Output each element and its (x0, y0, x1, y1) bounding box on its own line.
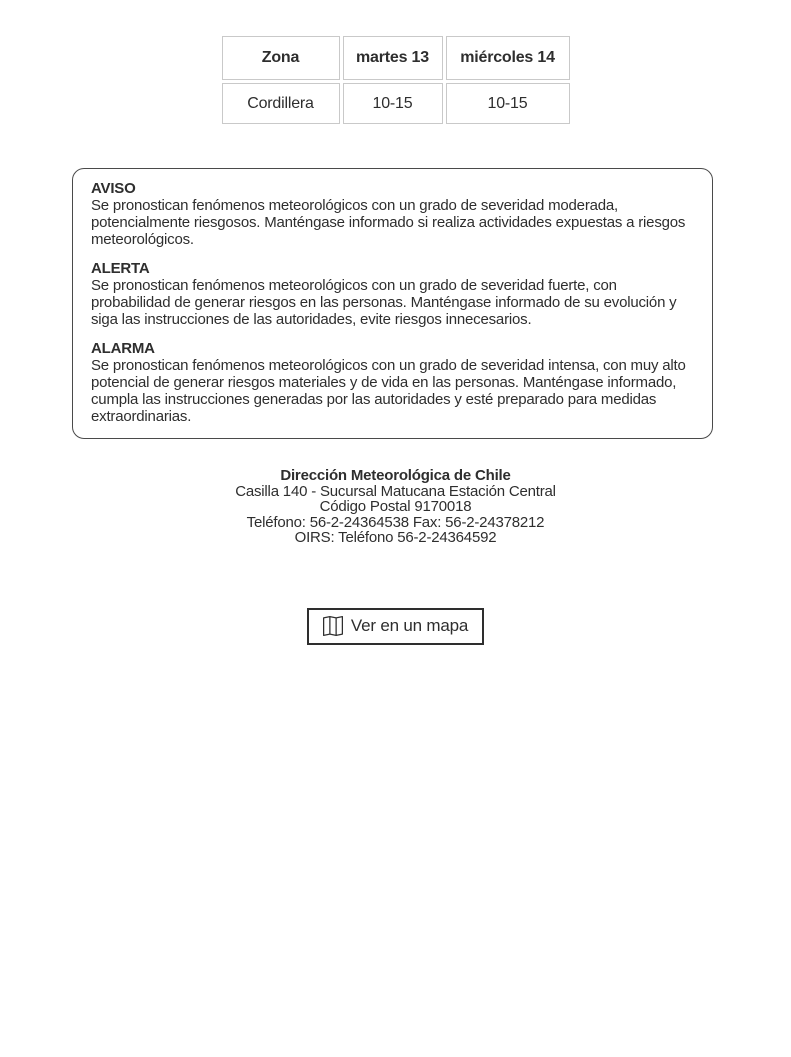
forecast-value-miercoles-cell: 10-15 (446, 83, 570, 124)
column-header-martes-13: martes 13 (343, 36, 443, 80)
advisory-title-alarma: ALARMA (91, 340, 155, 357)
column-header-miercoles-14: miércoles 14 (446, 36, 570, 80)
advisory-title-alerta: ALERTA (91, 260, 150, 277)
view-map-button[interactable] (307, 608, 484, 645)
advisory-section-alarma (91, 340, 694, 425)
advisory-definitions-box (72, 168, 713, 439)
forecast-table-body (222, 83, 570, 124)
advisory-section-aviso (91, 180, 694, 248)
map-button-label: Ver en un mapa (350, 616, 469, 635)
map-button-container (0, 608, 791, 645)
organization-name: Dirección Meteorológica de Chile (280, 467, 511, 484)
contact-oirs-line: OIRS: Teléfono 56-2-24364592 (294, 529, 497, 546)
advisory-section-alerta (91, 260, 694, 328)
column-header-zona: Zona (222, 36, 340, 80)
advisory-text-alarma: Se pronostican fenómenos meteorológicos con un grado de severidad intensa, con muy alto potencial de generar riesgos materiales y de vida en las personas. Manténgase informado, cumpla las instrucciones generadas por las autoridades y esté preparado para medidas extraordinarias. (91, 357, 686, 425)
advisory-title-aviso: AVISO (91, 180, 136, 197)
advisory-text-alerta: Se pronostican fenómenos meteorológicos con un grado de severidad fuerte, con probabilidad de generar riesgos en las personas. Manténgase informado de su evolución y siga las instrucciones de las autoridades, evite riesgos innecesarios. (91, 277, 677, 328)
contact-phone-fax-line: Teléfono: 56-2-24364538 Fax: 56-2-24378212 (246, 513, 545, 531)
page (0, 33, 791, 645)
zone-name-cell: Cordillera (222, 83, 340, 124)
forecast-value-martes-cell: 10-15 (343, 83, 443, 124)
contact-info (0, 468, 791, 546)
forecast-table-header (222, 36, 570, 80)
header-row (222, 36, 570, 80)
forecast-table (219, 33, 573, 127)
contact-address-line: Casilla 140 - Sucursal Matucana Estación Central (235, 482, 556, 500)
contact-postal-line: Código Postal 9170018 (319, 498, 472, 515)
map-icon (323, 616, 343, 636)
advisory-text-aviso: Se pronostican fenómenos meteorológicos con un grado de severidad moderada, potencialmente riesgosos. Manténgase informado si realiza actividades expuestas a riesgos meteorológicos. (91, 197, 686, 248)
table-row (222, 83, 570, 124)
